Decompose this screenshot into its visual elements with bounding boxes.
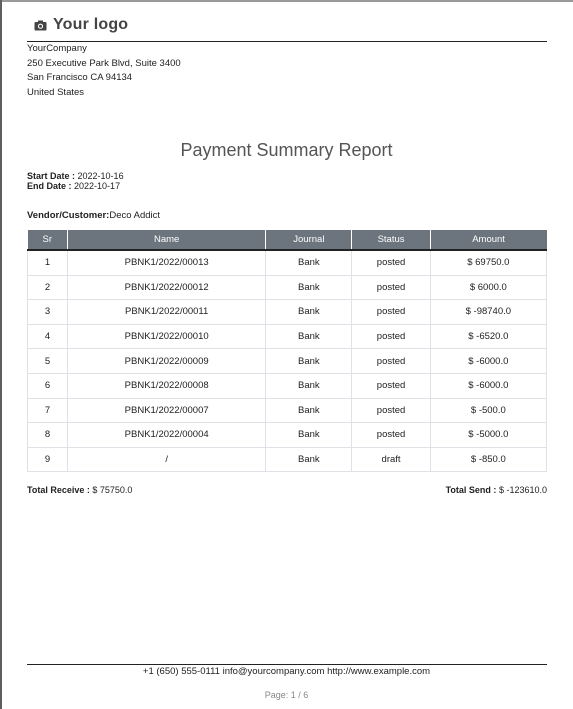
table-row — [28, 250, 547, 275]
cell-status: draft — [352, 447, 430, 472]
cell-sr: 6 — [28, 373, 68, 398]
company-street: 250 Executive Park Blvd, Suite 3400 — [27, 57, 181, 69]
start-date-value: 2022-10-16 — [77, 171, 124, 181]
cell-journal: Bank — [266, 398, 352, 423]
cell-journal: Bank — [266, 447, 352, 472]
payments-table-body — [28, 250, 547, 472]
cell-sr: 5 — [28, 349, 68, 374]
table-row — [28, 300, 547, 325]
footer-divider — [27, 664, 547, 665]
company-city: San Francisco CA 94134 — [27, 72, 133, 83]
vendor-line — [27, 210, 160, 221]
cell-sr: 3 — [28, 300, 68, 325]
cell-amount: $ 69750.0 — [430, 250, 546, 275]
total-receive — [27, 485, 132, 495]
report-title: Payment Summary Report — [180, 140, 393, 160]
cell-sr: 8 — [28, 423, 68, 448]
cell-journal: Bank — [266, 300, 352, 325]
end-date-label: End Date : — [27, 180, 72, 191]
cell-status: posted — [352, 300, 430, 325]
table-row — [28, 398, 547, 423]
cell-name: PBNK1/2022/00007 — [68, 398, 266, 423]
cell-journal: Bank — [266, 349, 352, 374]
cell-amount: $ -6000.0 — [430, 373, 546, 398]
cell-name: PBNK1/2022/00010 — [68, 324, 266, 349]
total-receive-label: Total Receive : — [27, 485, 90, 495]
cell-status: posted — [352, 423, 430, 448]
column-header-sr: Sr — [28, 230, 68, 250]
cell-journal: Bank — [266, 250, 352, 275]
cell-status: posted — [352, 373, 430, 398]
company-country: United States — [27, 86, 85, 98]
page-left-edge — [0, 0, 2, 709]
cell-amount: $ 6000.0 — [430, 275, 546, 300]
cell-journal: Bank — [266, 324, 352, 349]
total-send-value: $ -123610.0 — [498, 485, 547, 495]
total-receive-value: $ 75750.0 — [92, 485, 133, 495]
cell-sr: 7 — [28, 398, 68, 423]
column-header-amount: Amount — [430, 230, 546, 250]
vendor-value: Deco Addict — [109, 210, 161, 221]
cell-status: posted — [352, 275, 430, 300]
company-name: YourCompany — [27, 43, 87, 54]
company-logo — [34, 16, 128, 34]
cell-name: PBNK1/2022/00012 — [68, 275, 266, 300]
table-row — [28, 373, 547, 398]
cell-name: PBNK1/2022/00009 — [68, 349, 266, 374]
report-dates — [27, 172, 124, 191]
cell-sr: 2 — [28, 275, 68, 300]
cell-status: posted — [352, 250, 430, 275]
company-address — [27, 42, 181, 100]
cell-name: PBNK1/2022/00011 — [68, 300, 266, 325]
cell-amount: $ -5000.0 — [430, 423, 546, 448]
table-row — [28, 423, 547, 448]
column-header-name: Name — [68, 230, 266, 250]
table-header-row — [28, 230, 547, 250]
cell-amount: $ -98740.0 — [430, 300, 546, 325]
cell-status: posted — [352, 324, 430, 349]
page-number: Page: 1 / 6 — [264, 690, 309, 700]
start-date-label: Start Date : — [27, 171, 76, 181]
cell-journal: Bank — [266, 373, 352, 398]
total-send-label: Total Send : — [445, 485, 497, 495]
cell-name: / — [68, 447, 266, 472]
footer-contact: +1 (650) 555-0111 info@yourcompany.com http://www.example.com — [142, 666, 431, 677]
camera-icon — [34, 20, 47, 31]
cell-sr: 9 — [28, 447, 68, 472]
table-row — [28, 324, 547, 349]
vendor-label: Vendor/Customer: — [27, 210, 110, 221]
page-top-edge — [0, 0, 573, 2]
table-row — [28, 349, 547, 374]
end-date-value: 2022-10-17 — [74, 180, 121, 191]
column-header-status: Status — [352, 230, 430, 250]
cell-sr: 4 — [28, 324, 68, 349]
cell-journal: Bank — [266, 275, 352, 300]
cell-amount: $ -500.0 — [430, 398, 546, 423]
cell-amount: $ -6520.0 — [430, 324, 546, 349]
logo-text: Your logo — [53, 16, 129, 33]
cell-journal: Bank — [266, 423, 352, 448]
payments-table — [27, 230, 547, 472]
table-row — [28, 447, 547, 472]
table-row — [28, 275, 547, 300]
total-send — [446, 485, 547, 495]
cell-name: PBNK1/2022/00013 — [68, 250, 266, 275]
cell-name: PBNK1/2022/00008 — [68, 373, 266, 398]
cell-sr: 1 — [28, 250, 68, 275]
column-header-journal: Journal — [266, 230, 352, 250]
cell-amount: $ -6000.0 — [430, 349, 546, 374]
cell-amount: $ -850.0 — [430, 447, 546, 472]
cell-status: posted — [352, 349, 430, 374]
cell-name: PBNK1/2022/00004 — [68, 423, 266, 448]
cell-status: posted — [352, 398, 430, 423]
